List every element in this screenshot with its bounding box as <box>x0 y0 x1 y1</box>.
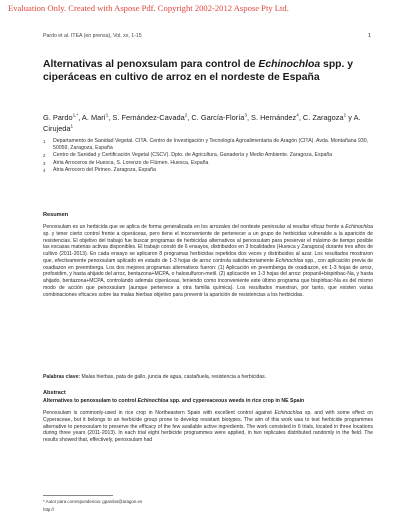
abstract-italic-1: Echinochloa <box>274 410 303 416</box>
aspose-watermark: Evaluation Only. Created with Aspose Pdf. Copyright 2002-2012 Aspose Pty Ltd. <box>8 3 289 13</box>
author-name: S. Hernández <box>251 113 297 122</box>
author-list: G. Pardo$^{1,*}$, A. Marí$^1$, S. Fernández-Cavada$^2$, C. García-Floría$^3$, S. Hernández$^4$, C. Zaragoza$^1$ y A. Cirujeda$^1$ <box>43 112 361 133</box>
affiliation-text: Departamento de Sanidad Vegetal. CITA. Centro de Investigación y Tecnología Agroalimentaria de Aragón (CITA). Avda. Montañana 930, 50059, Zaragoza, España <box>53 138 369 152</box>
resumen-italic-2: Echinochloa <box>275 257 304 264</box>
resumen-heading: Resumen <box>43 212 69 218</box>
affiliation-item <box>43 138 373 152</box>
abstract-title-1: Alternatives to penoxsulam to control <box>43 398 138 404</box>
affiliation-number: 2 <box>43 153 46 159</box>
keywords-label: Palabras clave: <box>43 374 81 380</box>
affiliation-item <box>43 167 373 174</box>
keywords-text: Malas hierbas, pata de gallo, juncia de agua, castañuela, resistencia a herbicidas. <box>80 374 267 380</box>
author-affiliation-marker: 1 <box>70 123 74 129</box>
affiliation-item <box>43 152 373 159</box>
title-part-1: Alternativas al penoxsulam para control de <box>43 59 259 70</box>
resumen-text-2: sp. y tener cierto control frente a ciperáceas, pero tiene el inconveniente de pertenecer a un grupo de herbicidas vulnerable a la aparición de resistencias. El objetivo del trabajo fue buscar programas de herbicidas alternativos al penoxsulam para preservar el máximo de tiempo posible las escasas materias activas disponibles. El trabajo constó de 6 ensayos, distribuidos en 3 localidades (Huesca y Zaragoza) durante tres años de cultivo (2011-2013). En cada ensayo se aplicaron 8 programas herbicidas repetidos dos veces y distribuidos al azar. Los resultados mostraron que, efectivamente penoxsulam aplicado en estado de 1-3 hojas de arroz controla satisfactoriamente <box>43 230 373 264</box>
title-part-2: spp. y ciperáceas en cultivo de arroz en el nordeste de España <box>43 59 354 83</box>
running-head-citation: Pardo et al. ITEA (en prensa), Vol. xx, 1-15 <box>43 33 142 39</box>
page-number: 1 <box>368 33 372 39</box>
author-name: G. Pardo <box>43 113 73 122</box>
affiliations <box>43 138 373 174</box>
author-affiliation-marker: 1 <box>343 112 347 118</box>
author-name: A. Cirujeda <box>43 113 361 133</box>
author-name: C. Zaragoza <box>302 113 344 122</box>
title-italic-genus: Echinochloa <box>258 59 321 70</box>
author-name: C. García-Floría <box>191 113 245 122</box>
resumen-paragraph <box>43 224 373 298</box>
author-name: A. Marí <box>81 113 106 122</box>
affiliation-number: 4 <box>43 167 46 173</box>
abstract-english-title <box>43 398 373 405</box>
abstract-text-1: Penoxsulam is commonly-used in rice crop in Northeastern Spain with excellent control against <box>43 410 275 416</box>
resumen-text-1: Penoxsulam es un herbicida que se aplica de forma generalizada en los arrozales del nordeste peninsular al resultar eficaz frente a <box>43 224 346 230</box>
author-affiliation-marker: 1,* <box>72 112 79 118</box>
keywords <box>43 374 373 381</box>
resumen-text-3: spp., con aplicación previa de oxadiazon en preemberga. Los dos mejores programas alternativos fueron: (1) Aplicación en preemberga de oxadiazon, en 1-3 hojas de arroz, profoxidim, y hasta ahijado del arroz, bentazona+MCPA, o halosulfuron-metil. (2) aplicación en 1-3 hojas del arroz: propanil+bispiribac-Na, y hasta ahijado, bentazona+MCPA, controlando además ciperáceas, teniendo como inconveniente este último programa que bispiribac-Na es del mismo modo de acción que penoxsulam (aunque pertenece a otra familia química). Los resultados muestran, por tanto, que existen varias combinaciones eficaces sobre las malas hierbas objetivo para prevenir la aparición de resistencias a los herbicidas. <box>43 257 373 298</box>
footnote-link[interactable]: http:// <box>43 507 54 512</box>
abstract-heading: Abstract <box>43 390 66 396</box>
affiliation-text: Atria Arrocero del Pirineo. Zaragoza, España <box>53 166 156 173</box>
resumen-italic-1: Echinochloa <box>345 224 373 230</box>
author-affiliation-marker: 2 <box>184 112 188 118</box>
article-title <box>43 58 373 84</box>
author-affiliation-marker: 3 <box>244 112 247 118</box>
affiliation-text: Atria Arroceros de Huesca, S. Lorenzo de Flúmen. Huesca, España <box>53 159 209 166</box>
abstract-title-2: spp. and cypereaceous weeds in rice crop in NE Spain <box>168 398 305 404</box>
abstract-text-2: sp. and with some effect on Cyperaceae, but it belongs to an herbicide group prone to develop resistant biotypes. The aim of this work was to test herbicide programmes alternative to penoxsulam to preserve the efficacy of the few available active ingredients. The work consisted in 6 trials, located in three locations during three years (2011-2013). In each trial eight herbicide programmes were applied, in two replicates distributed randomly in the field. The results showed that, effectively, penoxsulam had <box>43 410 373 443</box>
footnote-correspondence: * Autor para correspondencia: gpardos@aragon.es <box>43 499 143 504</box>
affiliation-text: Centro de Sanidad y Certificación Vegetal (CSCV). Dpto. de Agricultura, Ganadería y Medio Ambiente. Zaragoza, España <box>53 152 333 159</box>
abstract-paragraph <box>43 410 373 444</box>
abstract-title-italic: Echinochloa <box>137 398 169 404</box>
author-affiliation-marker: 1 <box>105 112 109 118</box>
affiliation-number: 1 <box>43 139 46 144</box>
affiliation-item <box>43 160 373 167</box>
author-affiliation-marker: 4 <box>296 112 299 118</box>
affiliation-number: 3 <box>43 160 46 166</box>
footnote-divider <box>43 495 113 496</box>
author-name: S. Fernández-Cavada <box>112 113 185 122</box>
